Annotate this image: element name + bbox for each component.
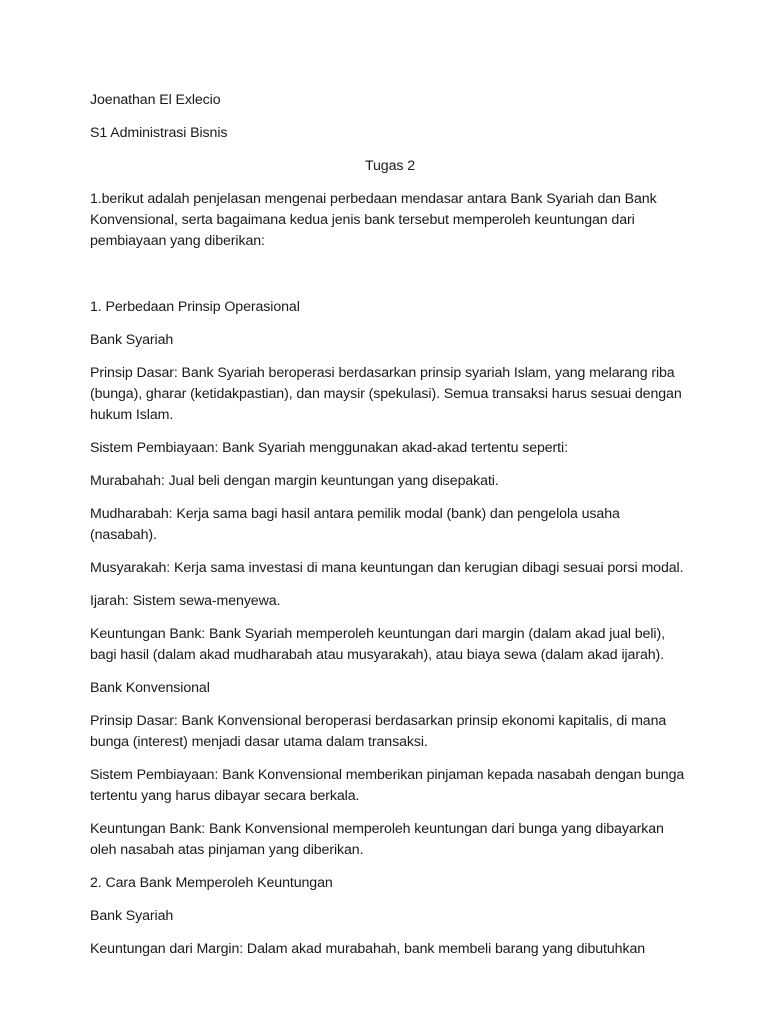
konvensional-prinsip-dasar: Prinsip Dasar: Bank Konvensional beroperasi berdasarkan prinsip ekonomi kapitalis, di mana bunga (interest) menjadi dasar utama dalam transaksi. (90, 713, 667, 750)
akad-musyarakah: Musyarakah: Kerja sama investasi di mana keuntungan dan kerugian dibagi sesuai porsi modal. (90, 560, 684, 576)
intro-paragraph: 1.berikut adalah penjelasan mengenai perbedaan mendasar antara Bank Syariah dan Bank Konvensional, serta bagaimana kedua jenis bank tersebut memperoleh keuntungan dari pembiayaan yang diberikan: (90, 191, 657, 249)
section-heading-1: 1. Perbedaan Prinsip Operasional (90, 299, 300, 315)
akad-mudharabah: Mudharabah: Kerja sama bagi hasil antara pemilik modal (bank) dan pengelola usaha (nasabah). (90, 506, 620, 543)
subheading-bank-syariah-2: Bank Syariah (90, 908, 174, 924)
subheading-bank-syariah: Bank Syariah (90, 332, 174, 348)
syariah-keuntungan-bank: Keuntungan Bank: Bank Syariah memperoleh keuntungan dari margin (dalam akad jual beli), bagi hasil (dalam akad mudharabah atau musyarakah), atau biaya sewa (dalam akad ijarah). (90, 626, 665, 663)
syariah-prinsip-dasar: Prinsip Dasar: Bank Syariah beroperasi berdasarkan prinsip syariah Islam, yang melarang riba (bunga), gharar (ketidakpastian), dan maysir (spekulasi). Semua transaksi harus sesuai dengan hukum Islam. (90, 365, 682, 423)
section-heading-2: 2. Cara Bank Memperoleh Keuntungan (90, 875, 333, 891)
syariah-sistem-pembiayaan: Sistem Pembiayaan: Bank Syariah menggunakan akad-akad tertentu seperti: (90, 440, 568, 456)
document-body (90, 90, 690, 972)
syariah-keuntungan-margin: Keuntungan dari Margin: Dalam akad murabahah, bank membeli barang yang dibutuhkan (90, 941, 646, 957)
blank-line (90, 264, 690, 297)
document-title: Tugas 2 (364, 158, 416, 174)
subheading-bank-konvensional: Bank Konvensional (90, 680, 210, 696)
akad-ijarah: Ijarah: Sistem sewa-menyewa. (90, 593, 281, 609)
akad-murabahah: Murabahah: Jual beli dengan margin keuntungan yang disepakati. (90, 473, 499, 489)
study-program: S1 Administrasi Bisnis (90, 125, 228, 141)
konvensional-sistem-pembiayaan: Sistem Pembiayaan: Bank Konvensional memberikan pinjaman kepada nasabah dengan bunga tertentu yang harus dibayar secara berkala. (90, 767, 685, 804)
author-name: Joenathan El Exlecio (90, 92, 221, 108)
konvensional-keuntungan-bank: Keuntungan Bank: Bank Konvensional memperoleh keuntungan dari bunga yang dibayarkan oleh nasabah atas pinjaman yang diberikan. (90, 821, 664, 858)
